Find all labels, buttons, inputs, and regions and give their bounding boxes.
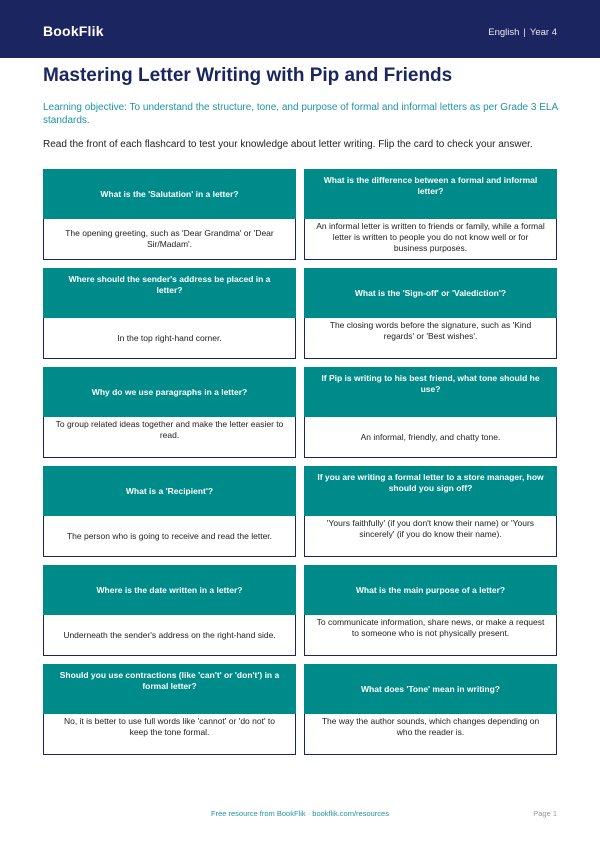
flashcard[interactable] bbox=[43, 466, 296, 557]
flashcard[interactable] bbox=[304, 664, 557, 755]
flashcard-question: Where is the date written in a letter? bbox=[43, 565, 296, 615]
flashcard-answer: The opening greeting, such as 'Dear Grandma' or 'Dear Sir/Madam'. bbox=[43, 219, 296, 260]
flashcard-question: What does 'Tone' mean in writing? bbox=[304, 664, 557, 714]
learning-objective: Learning objective: To understand the structure, tone, and purpose of formal and informal letters as per Grade 3 ELA standards. bbox=[43, 102, 558, 126]
separator: | bbox=[523, 27, 526, 38]
subject-label: English bbox=[488, 27, 520, 38]
flashcard-question: If you are writing a formal letter to a store manager, how should you sign off? bbox=[304, 466, 557, 516]
site-header bbox=[0, 0, 600, 58]
flashcard-answer: The closing words before the signature, such as 'Kind regards' or 'Best wishes'. bbox=[304, 318, 557, 359]
page-title: Mastering Letter Writing with Pip and Friends bbox=[43, 65, 453, 86]
flashcard-question: What is the main purpose of a letter? bbox=[304, 565, 557, 615]
flashcard-answer: No, it is better to use full words like 'cannot' or 'do not' to keep the tone formal. bbox=[43, 714, 296, 755]
flashcard[interactable] bbox=[43, 367, 296, 458]
year-label: Year 4 bbox=[529, 27, 557, 38]
flashcard-answer: To group related ideas together and make the letter easier to read. bbox=[43, 417, 296, 458]
flashcard-question: If Pip is writing to his best friend, what tone should he use? bbox=[304, 367, 557, 417]
flashcard-question: What is the difference between a formal and informal letter? bbox=[304, 169, 557, 219]
flashcard[interactable] bbox=[304, 565, 557, 656]
brand-logo[interactable]: BookFlik bbox=[43, 23, 104, 39]
flashcard-answer: An informal letter is written to friends or family, while a formal letter is written to people you do not know well or for business purposes. bbox=[304, 219, 557, 260]
flashcard-question: What is a 'Recipient'? bbox=[43, 466, 296, 516]
subject-year-label bbox=[488, 27, 557, 38]
flashcard-question: Should you use contractions (like 'can't' or 'don't') in a formal letter? bbox=[43, 664, 296, 714]
flashcard-question: What is the 'Salutation' in a letter? bbox=[43, 169, 296, 219]
flashcard[interactable] bbox=[43, 664, 296, 755]
flashcard-answer: To communicate information, share news, or make a request to someone who is not physically present. bbox=[304, 615, 557, 656]
flashcard-answer: 'Yours faithfully' (if you don't know their name) or 'Yours sincerely' (if you do know their name). bbox=[304, 516, 557, 557]
flashcard-question: Where should the sender's address be placed in a letter? bbox=[43, 268, 296, 318]
flashcard-question: What is the 'Sign-off' or 'Valediction'? bbox=[304, 268, 557, 318]
page-number: Page 1 bbox=[533, 809, 557, 818]
flashcard-answer: The person who is going to receive and read the letter. bbox=[43, 516, 296, 557]
flashcard[interactable] bbox=[304, 367, 557, 458]
flashcard-grid bbox=[43, 169, 557, 755]
footer-resource-link[interactable]: Free resource from BookFlik · bookflik.com/resources bbox=[211, 809, 389, 818]
flashcard-question: Why do we use paragraphs in a letter? bbox=[43, 367, 296, 417]
flashcard[interactable] bbox=[43, 268, 296, 359]
flashcard[interactable] bbox=[304, 466, 557, 557]
flashcard-answer: Underneath the sender's address on the right-hand side. bbox=[43, 615, 296, 656]
flashcard[interactable] bbox=[43, 169, 296, 260]
flashcard-answer: The way the author sounds, which changes depending on who the reader is. bbox=[304, 714, 557, 755]
flashcard-answer: In the top right-hand corner. bbox=[43, 318, 296, 359]
flashcard[interactable] bbox=[304, 268, 557, 359]
flashcard-answer: An informal, friendly, and chatty tone. bbox=[304, 417, 557, 458]
flashcard[interactable] bbox=[304, 169, 557, 260]
instructions: Read the front of each flashcard to test your knowledge about letter writing. Flip the card to check your answer. bbox=[43, 139, 533, 150]
flashcard[interactable] bbox=[43, 565, 296, 656]
